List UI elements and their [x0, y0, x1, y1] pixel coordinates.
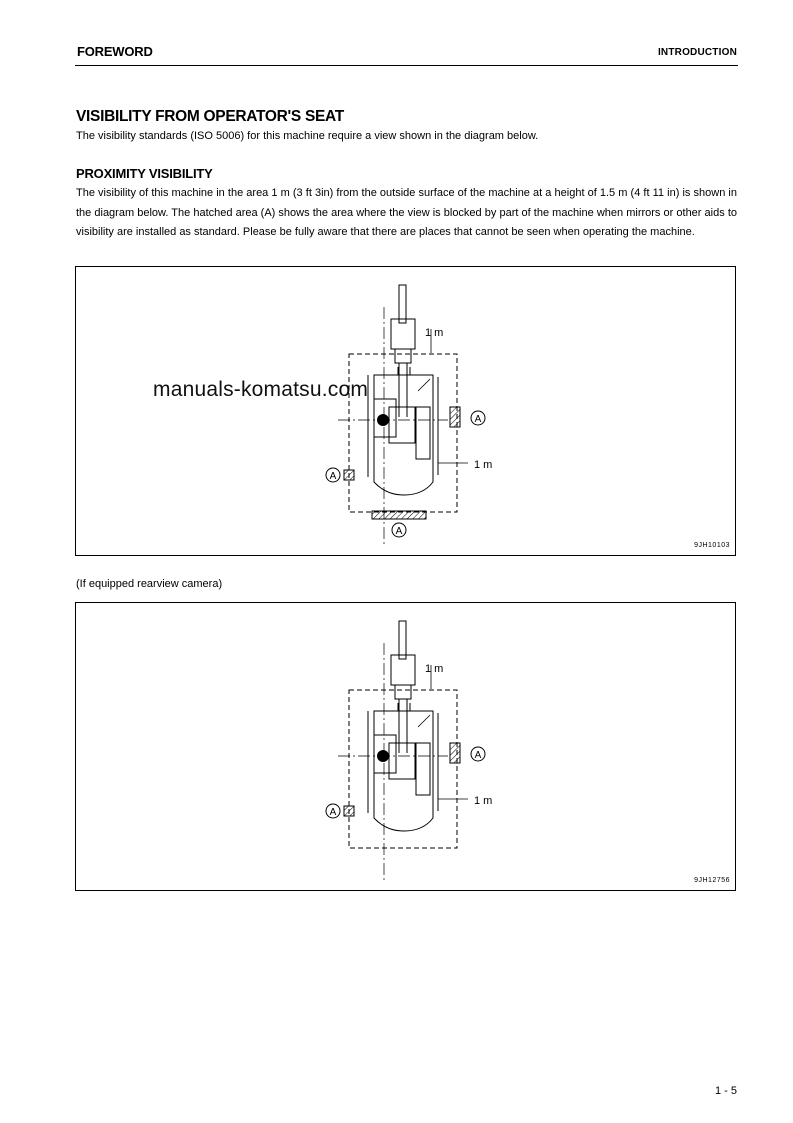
operator-seat-icon: [377, 750, 389, 762]
arm-outline: [399, 621, 406, 659]
machine-body-outline: [374, 711, 433, 831]
figure-1-id: 9JH10103: [694, 542, 730, 549]
marker-a-right-label: A: [474, 414, 482, 425]
figure-2-diagram: [76, 603, 737, 892]
figure-2-frame: [75, 602, 736, 891]
page-number: 1 - 5: [714, 1085, 737, 1097]
header-rule: [75, 65, 738, 66]
dimension-top-label: 1 m: [425, 327, 444, 339]
machine-body-outline: [374, 375, 433, 495]
dimension-side-label: 1 m: [474, 459, 493, 471]
blind-area-left: [344, 470, 354, 480]
dimension-side-label: 1 m: [474, 795, 493, 807]
section-intro: The visibility standards (ISO 5006) for this machine require a view shown in the diagram below.: [76, 130, 539, 142]
section-heading: VISIBILITY FROM OPERATOR'S SEAT: [76, 108, 344, 125]
marker-a-left-label: A: [329, 471, 337, 482]
dimension-top-label: 1 m: [425, 663, 444, 675]
blind-area-rear: [372, 511, 426, 519]
marker-a-rear-label: A: [395, 526, 403, 537]
blind-area-right: [450, 743, 460, 763]
header-section-title: FOREWORD: [77, 44, 153, 59]
figure-1-diagram: [76, 267, 737, 557]
figure-2-id: 9JH12756: [694, 877, 730, 884]
operator-seat-icon: [377, 414, 389, 426]
arm-outline: [399, 285, 406, 323]
figure-2-caption: (If equipped rearview camera): [76, 578, 223, 590]
marker-a-right-label: A: [474, 750, 482, 761]
figure-1-frame: [75, 266, 736, 556]
marker-a-left-label: A: [329, 807, 337, 818]
visibility-zone-boundary: [349, 690, 457, 848]
blind-area-right: [450, 407, 460, 427]
header-chapter-title: INTRODUCTION: [657, 47, 737, 58]
subsection-body: The visibility of this machine in the area 1 m (3 ft 3in) from the outside surface of the machine at a height of 1.5 m (4 ft 11 in) is shown in the diagram below. The hatched area (A) shows the area where the view is blocked by part of the machine when mirrors or other aids to visibility are installed as standard. Please be fully aware that there are places that cannot be seen when operating the machine.: [76, 187, 737, 238]
blind-area-left: [344, 806, 354, 816]
watermark-text: manuals-komatsu.com: [153, 378, 369, 401]
subsection-heading: PROXIMITY VISIBILITY: [76, 166, 213, 181]
